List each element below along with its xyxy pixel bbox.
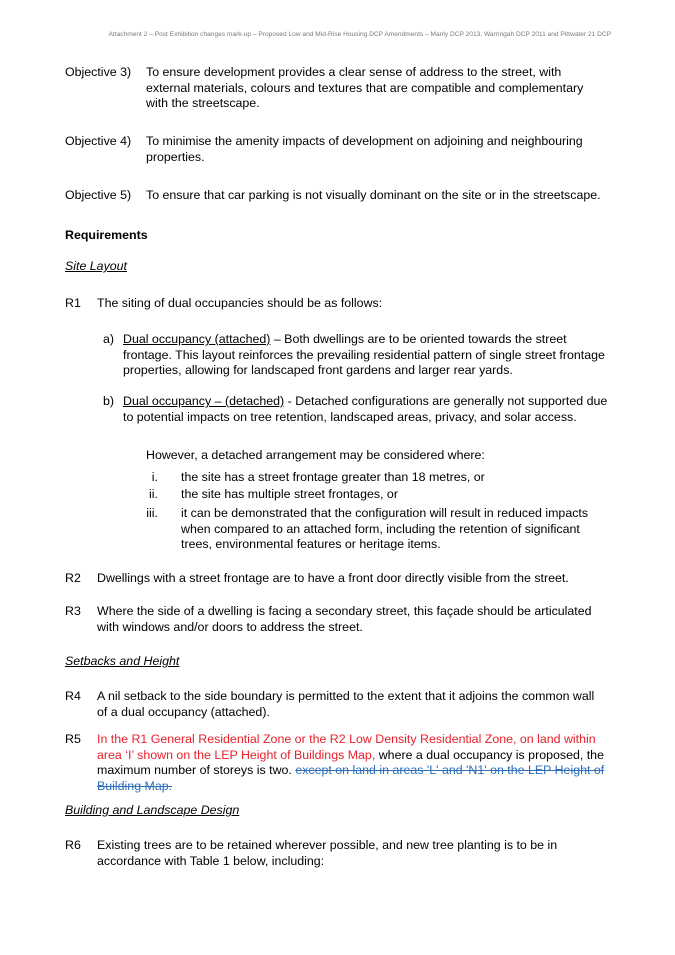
r1-b-text <box>123 394 615 425</box>
r5-deleted-text: except on land in areas 'L' and 'N1' on the LEP Height of Building Map. <box>97 763 605 793</box>
requirements-heading: Requirements <box>65 228 148 242</box>
site-layout-heading: Site Layout <box>65 259 127 273</box>
r2-text: Dwellings with a street frontage are to have a front door directly visible from the street. <box>97 571 569 585</box>
objective-4-label: Objective 4) <box>65 134 132 148</box>
r5-inserted-text: In the R1 General Residential Zone or the R2 Low Density Residential Zone, on land within area ‘I’ shown on the LEP Height of Buildings Map, <box>97 732 596 762</box>
r3-text: Where the side of a dwelling is facing a secondary street, this façade should be articulated with windows and/or doors to address the street. <box>97 604 592 634</box>
r1-text: The siting of dual occupancies should be as follows: <box>97 296 383 310</box>
r1-however: However, a detached arrangement may be considered where: <box>146 448 485 462</box>
r5-body: where a dual occupancy is proposed, the maximum number of storeys is two. <box>97 747 604 777</box>
r1-item-i-marker: i. <box>151 470 158 484</box>
r1-a-title: Dual occupancy (attached) <box>123 332 271 346</box>
r1-item-i-text: the site has a street frontage greater than 18 metres, or <box>181 470 485 484</box>
objective-4-text: To minimise the amenity impacts of development on adjoining and neighbouring properties. <box>146 134 583 164</box>
objective-3-text: To ensure development provides a clear sense of address to the street, with external materials, colours and textures that are compatible and complementary with the streetscape. <box>146 65 584 110</box>
r1-item-iii-text: it can be demonstrated that the configuration will result in reduced impacts when compared to an attached form, including the retention of significant trees, environmental features or heritage items. <box>181 506 589 551</box>
r1-b-body: - Detached configurations are generally not supported due to potential impacts on tree retention, landscaped areas, privacy, and solar access. <box>123 394 608 424</box>
building-landscape-heading: Building and Landscape Design <box>65 803 240 817</box>
r3-label: R3 <box>65 604 81 618</box>
r1-a-text <box>123 332 613 379</box>
r1-b-title: Dual occupancy – (detached) <box>123 394 285 408</box>
r1-label: R1 <box>65 296 81 310</box>
r1-a-body: – Both dwellings are to be oriented towards the street frontage. This layout reinforces the prevailing residential pattern of single street frontage properties, allowing for landscaped front gardens and larger rear yards. <box>123 332 605 377</box>
objective-5-label: Objective 5) <box>65 188 132 202</box>
r1-b-marker: b) <box>103 394 115 408</box>
r1-item-iii-marker: iii. <box>146 506 158 520</box>
r4-text: A nil setback to the side boundary is permitted to the extent that it adjoins the common wall of a dual occupancy (attached). <box>97 689 595 719</box>
r5-label: R5 <box>65 732 81 746</box>
r5-text <box>97 732 612 794</box>
r1-item-ii-marker: ii. <box>149 487 158 501</box>
r4-label: R4 <box>65 689 81 703</box>
r2-label: R2 <box>65 571 81 585</box>
r1-a-marker: a) <box>103 332 115 346</box>
setbacks-heading: Setbacks and Height <box>65 654 180 668</box>
r6-label: R6 <box>65 838 81 852</box>
objective-3-label: Objective 3) <box>65 65 132 79</box>
objective-5-text: To ensure that car parking is not visually dominant on the site or in the streetscape. <box>146 188 601 202</box>
r6-text: Existing trees are to be retained wherever possible, and new tree planting is to be in accordance with Table 1 below, including: <box>97 838 558 868</box>
page-header: Attachment 2 – Post Exhibition changes mark-up – Proposed Low and Mid-Rise Housing DCP Amendments – Manly DCP 2013, Warringah DCP 2011 and Pittwater 21 DCP <box>108 31 611 38</box>
r1-item-ii-text: the site has multiple street frontages, or <box>181 487 398 501</box>
